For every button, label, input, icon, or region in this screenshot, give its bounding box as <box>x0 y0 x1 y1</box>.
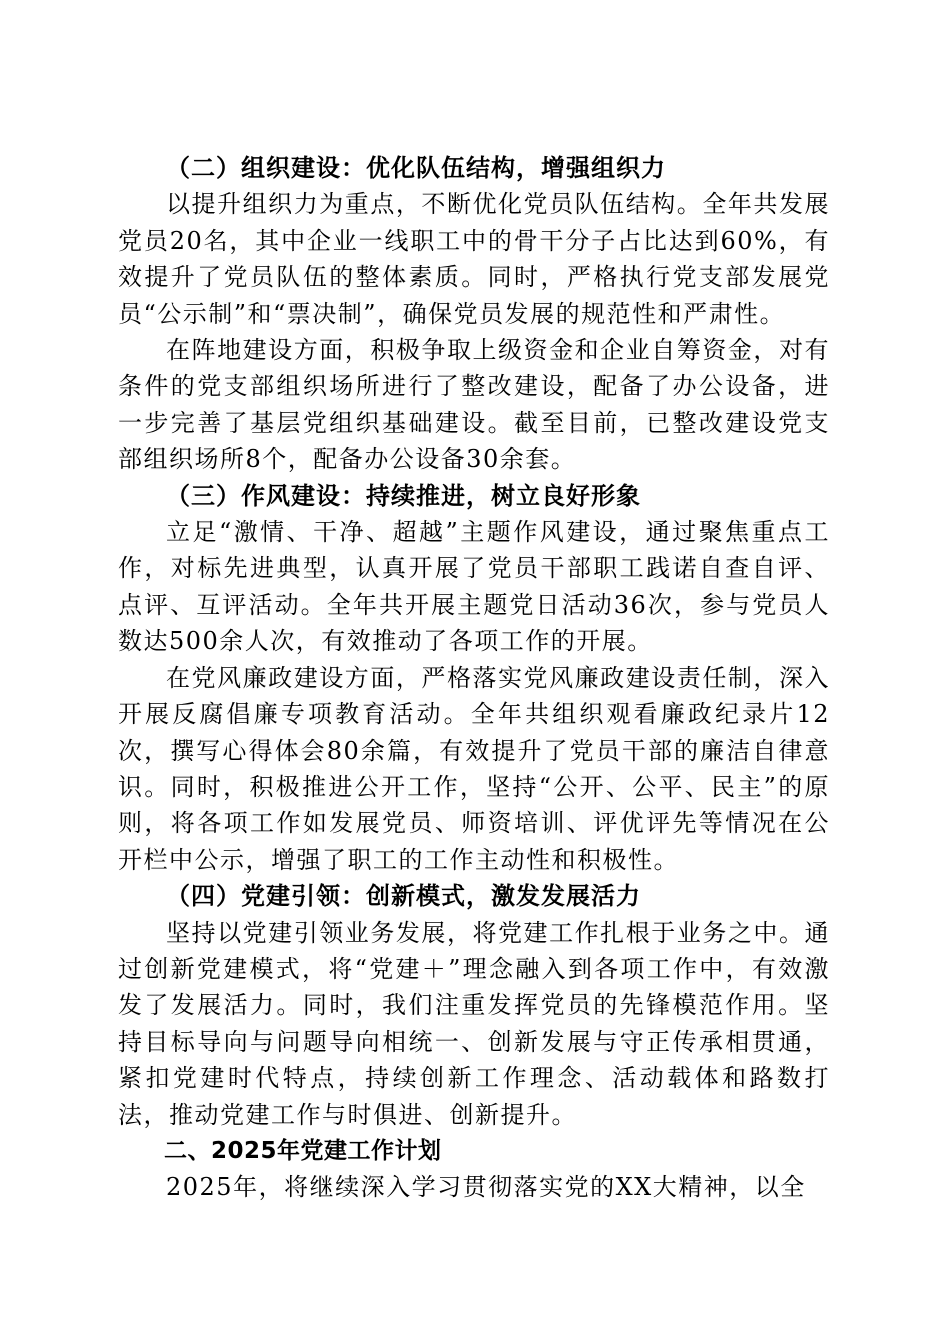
paragraph-party-member-structure: 以提升组织力为重点，不断优化党员队伍结构。全年共发展党员20名，其中企业一线职工中的骨干分子占比达到60%，有效提升了党员队伍的整体素质。同时，严格执行党支部发展党员“公示制”和“票决制”，确保党员发展的规范性和严肃性。 <box>118 190 830 328</box>
paragraph-2025-plan-intro: 2025年，将继续深入学习贯彻落实党的XX大精神，以全 <box>166 1173 806 1202</box>
section-subheading-work-style: （三）作风建设：持续推进，树立良好形象 <box>166 480 641 510</box>
section-heading-2025-plan: 二、2025年党建工作计划 <box>164 1137 442 1164</box>
paragraph-party-leadership: 坚持以党建引领业务发展，将党建工作扎根于业务之中。通过创新党建模式，将“党建＋”理念融入到各项工作中，有效激发了发展活力。同时，我们注重发挥党员的先锋模范作用。坚持目标导向与问题导向相统一、创新发展与守正传承相贯通，紧扣党建时代特点，持续创新工作理念、活动载体和路数打法，推动党建工作与时俱进、创新提升。 <box>118 918 830 1129</box>
section-subheading-organization: （二）组织建设：优化队伍结构，增强组织力 <box>166 153 666 182</box>
paragraph-work-style-activities: 立足“激情、干净、超越”主题作风建设，通过聚焦重点工作，对标先进典型，认真开展了党员干部职工践诺自查自评、点评、互评活动。全年共开展主题党日活动36次，参与党员人数达500余人次，有效推动了各项工作的开展。 <box>118 518 830 656</box>
section-subheading-party-leadership: （四）党建引领：创新模式，激发发展活力 <box>166 881 641 911</box>
paragraph-clean-governance: 在党风廉政建设方面，严格落实党风廉政建设责任制，深入开展反腐倡廉专项教育活动。全年共组织观看廉政纪录片12次，撰写心得体会80余篇，有效提升了党员干部的廉洁自律意识。同时，积极推进公开工作，坚持“公开、公平、民主”的原则，将各项工作如发展党员、师资培训、评优评先等情况在公开栏中公示，增强了职工的工作主动性和积极性。 <box>118 663 830 874</box>
paragraph-position-construction: 在阵地建设方面，积极争取上级资金和企业自筹资金，对有条件的党支部组织场所进行了整改建设，配备了办公设备，进一步完善了基层党组织基础建设。截至目前，已整改建设党支部组织场所8个，配备办公设备30余套。 <box>118 336 830 474</box>
document-body <box>118 150 830 1206</box>
